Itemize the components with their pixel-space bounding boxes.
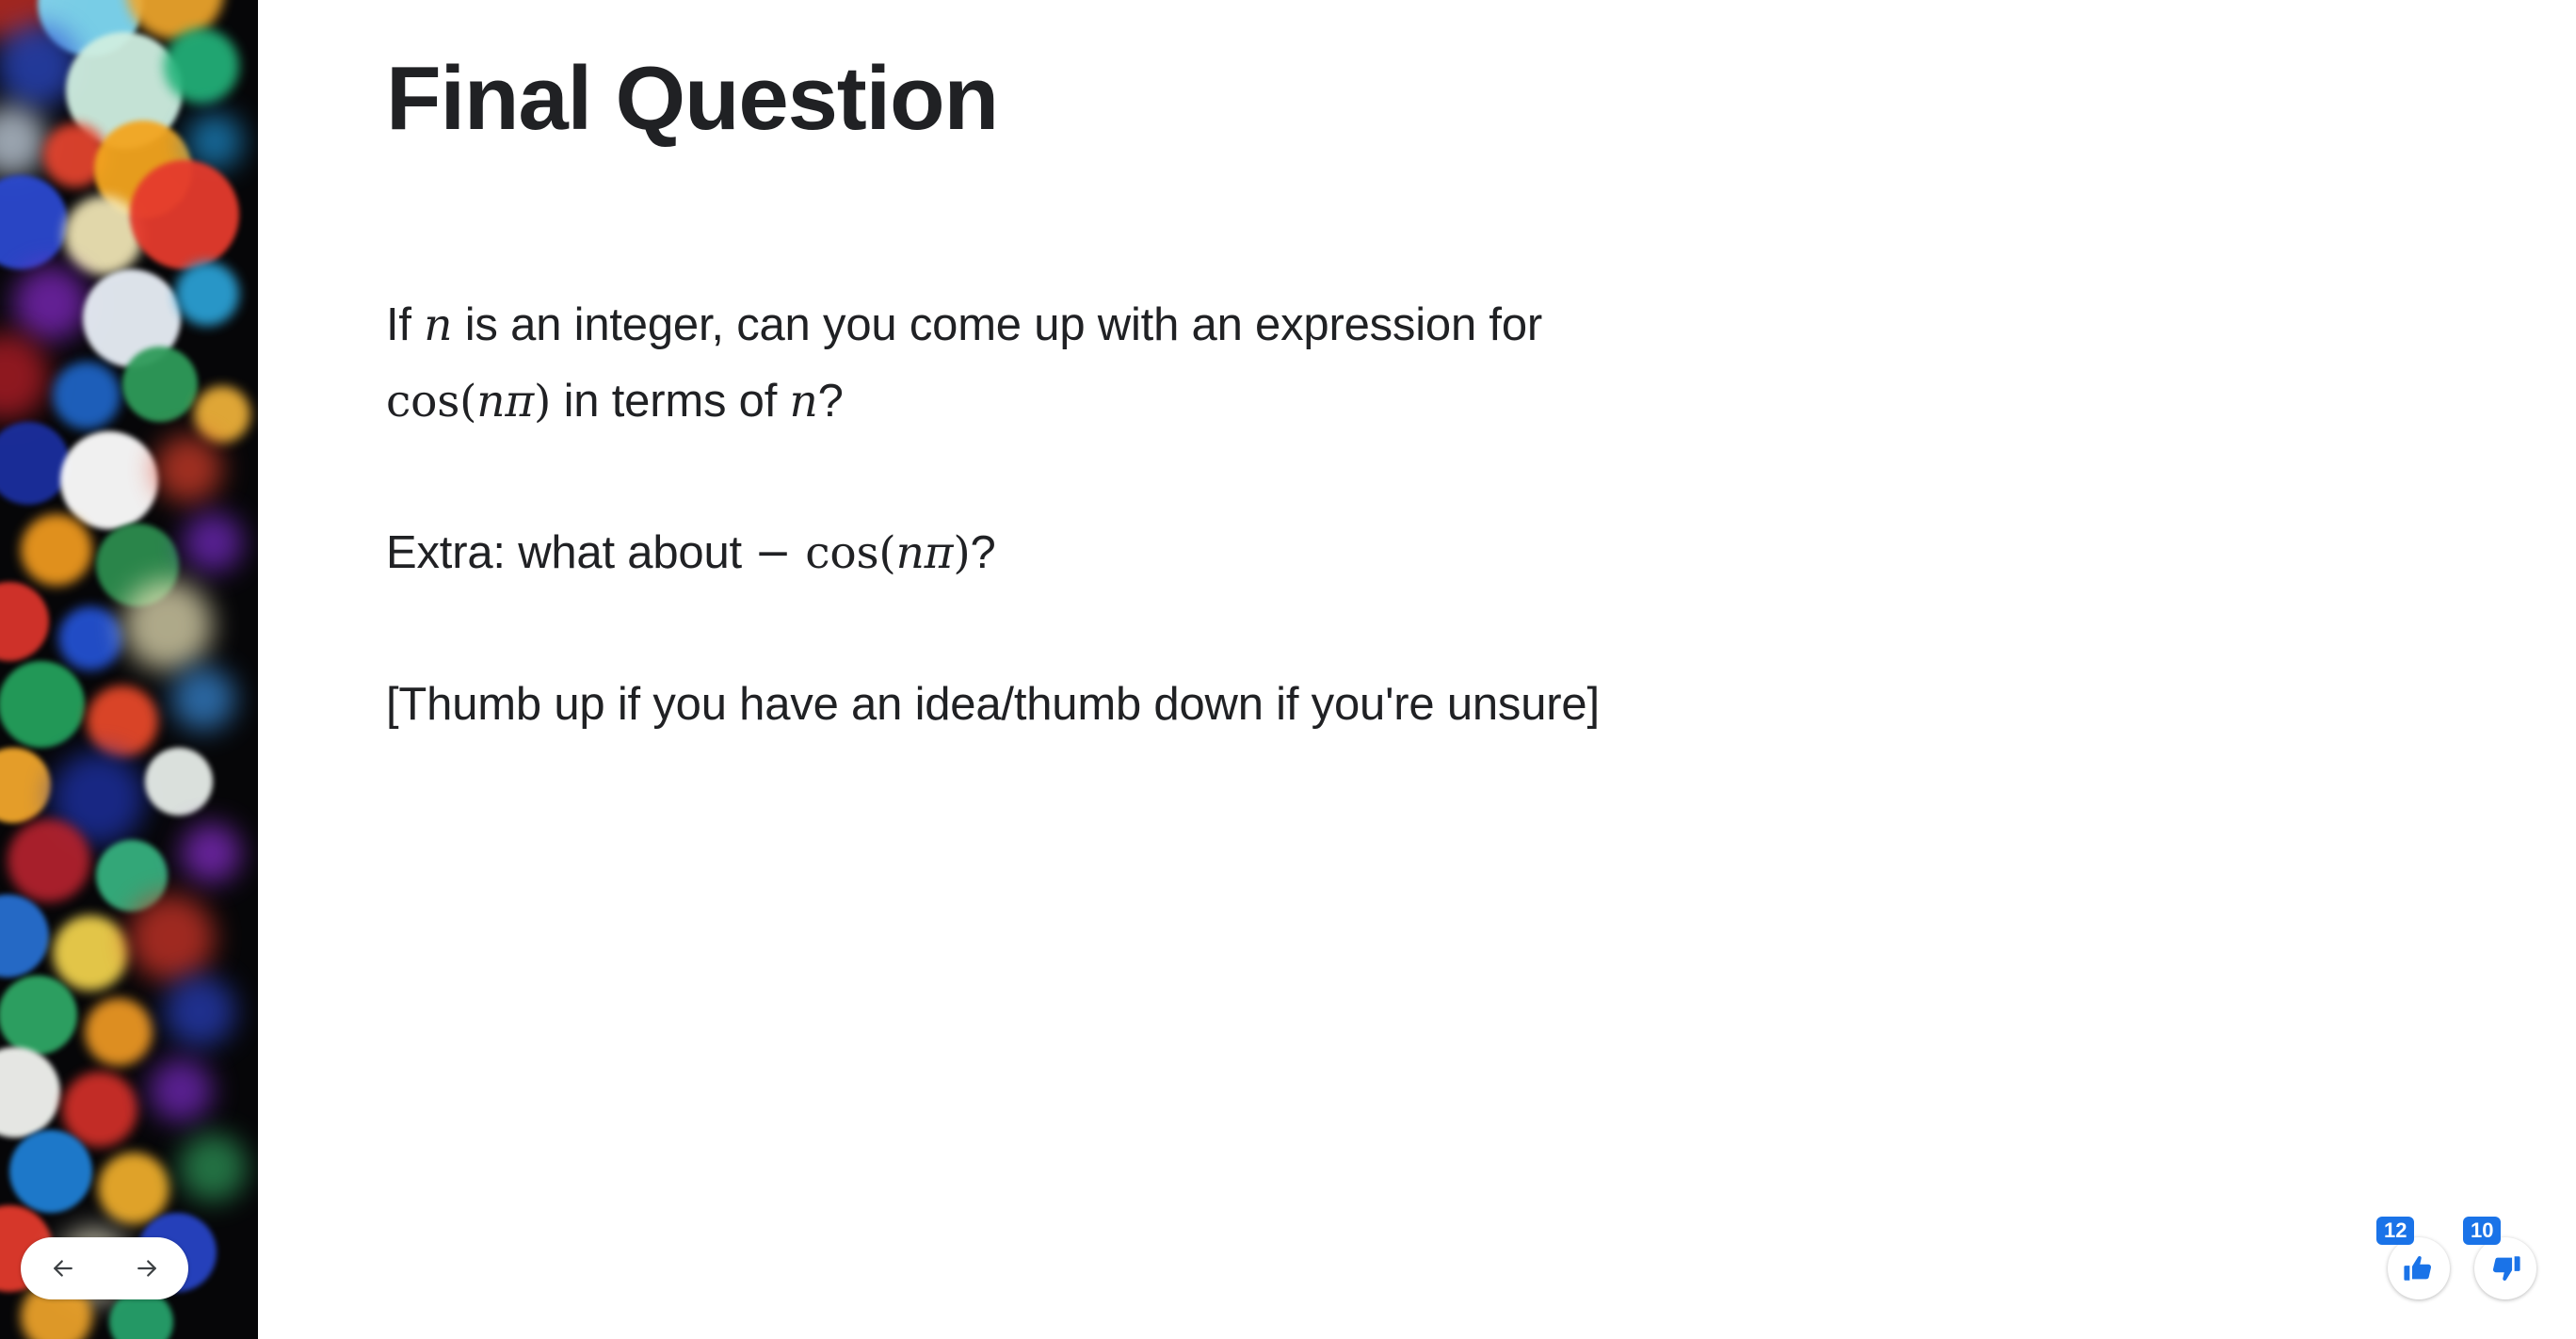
bokeh-dot <box>21 514 92 586</box>
slide-paragraph-question <box>386 287 1629 440</box>
body-text: ? <box>817 376 844 427</box>
bokeh-dot <box>128 895 215 981</box>
bokeh-dot <box>0 748 51 823</box>
bokeh-dot <box>62 1072 137 1147</box>
body-text: is an integer, can you come up with an expression for <box>452 299 1543 350</box>
bokeh-dot <box>13 266 89 341</box>
bokeh-dot <box>122 347 198 422</box>
arrow-left-icon <box>49 1254 77 1283</box>
thumbs-down-icon <box>2489 1252 2521 1284</box>
bokeh-dot <box>98 1153 169 1224</box>
thumbs-up-count-badge: 12 <box>2376 1217 2414 1245</box>
bokeh-dot <box>0 661 85 748</box>
bokeh-dot <box>0 333 49 420</box>
bokeh-dot <box>0 175 68 269</box>
bokeh-dot <box>53 915 128 991</box>
bokeh-dot <box>175 262 239 326</box>
bokeh-dot <box>0 105 47 177</box>
bokeh-dot <box>0 895 49 977</box>
reaction-bar <box>2384 1218 2536 1299</box>
thumbs-up-reaction-button[interactable] <box>2384 1218 2450 1299</box>
bokeh-dot <box>0 1047 60 1137</box>
bokeh-dot <box>154 435 222 503</box>
math-expression: n <box>424 299 453 351</box>
bokeh-dot <box>183 512 243 573</box>
bokeh-dot <box>87 686 158 757</box>
math-expression: cos(nπ) <box>386 376 552 428</box>
bokeh-lights-image <box>0 0 258 1339</box>
math-expression: − cos(nπ) <box>754 527 971 579</box>
arrow-right-icon <box>133 1254 161 1283</box>
thumbs-down-count-badge: 10 <box>2463 1217 2501 1245</box>
bokeh-dot <box>171 667 235 731</box>
next-slide-button[interactable] <box>118 1242 176 1295</box>
bokeh-dot <box>58 606 122 670</box>
slide-paragraph-extra <box>386 515 1629 591</box>
bokeh-dot <box>60 431 158 529</box>
previous-slide-button[interactable] <box>34 1242 92 1295</box>
body-text: [Thumb up if you have an idea/thumb down if you're unsure] <box>386 679 1600 730</box>
bokeh-dot <box>164 28 239 104</box>
bokeh-dot <box>85 998 153 1066</box>
bokeh-dot <box>0 976 77 1055</box>
body-text: If <box>386 299 425 350</box>
slide-title: Final Question <box>386 48 998 149</box>
body-text: ? <box>970 527 996 578</box>
bokeh-dot <box>0 582 49 661</box>
bokeh-dot <box>181 823 241 883</box>
slide-paragraph-instruction <box>386 667 1629 742</box>
math-expression: n <box>789 376 818 428</box>
bokeh-dot <box>122 580 213 670</box>
bokeh-dot <box>53 362 121 429</box>
body-text: Extra: what about <box>386 527 755 578</box>
bokeh-dot <box>179 1134 247 1202</box>
body-text: in terms of <box>551 376 790 427</box>
bokeh-dot <box>149 1058 213 1122</box>
bokeh-dot <box>194 386 250 443</box>
slide-content <box>386 0 2175 1339</box>
bokeh-dot <box>0 422 70 505</box>
slide-body <box>386 287 1629 742</box>
bokeh-dot <box>130 160 239 269</box>
thumbs-up-icon <box>2403 1252 2435 1284</box>
thumbs-down-reaction-button[interactable] <box>2471 1218 2536 1299</box>
bokeh-dot <box>145 748 213 815</box>
bokeh-dot <box>9 1130 92 1213</box>
bokeh-dot <box>8 819 90 902</box>
bokeh-dot <box>164 976 235 1047</box>
slide-navigation-controls <box>21 1237 188 1299</box>
